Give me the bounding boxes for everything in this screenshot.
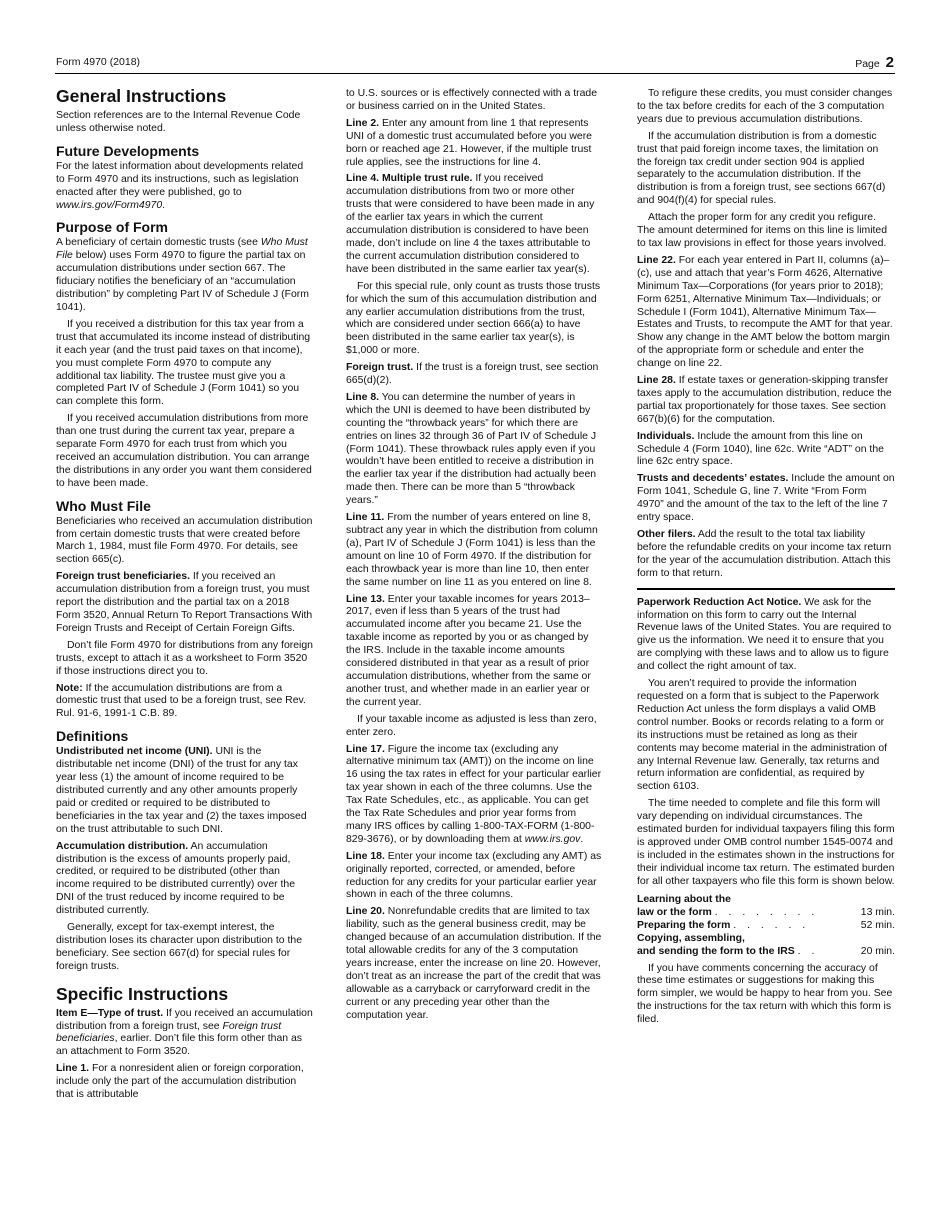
column-3: [637, 88, 895, 1031]
specific-instructions-heading: Specific Instructions: [56, 983, 229, 1004]
paragraph: Line 20. Nonrefundable credits that are limited to tax liability, such as the general business credit, may be changed because of an accumulation distribution. If the total allowable credits for any of the 3 computation years increase, enter the increase on line 20. However, don’t treat as an increase the part of the credit that was allowable as a carryback or carryforward credit in the current or any preceding year other than the computation year.: [346, 906, 602, 1021]
paragraph: Trusts and decedents’ estates. Include the amount on Form 1041, Schedule G, line 7. Write “From Form 4970” and the amount of the tax to the left of the line 7 entry space.: [637, 473, 895, 524]
paragraph: For the latest information about developments related to Form 4970 and its instructions, such as legislation enacted after they were published, go to www.irs.gov/Form4970.: [56, 160, 304, 211]
paragraph: Line 8. You can determine the number of years in which the UNI is deemed to have been distributed by counting the “throwback years” for which there are entries on lines 32 through 36 of Part IV of Schedule J (Form 1041). These throwback rules apply even if you wouldn’t have been entitled to receive a distribution in the earlier tax year if the distribution had actually been made then. There can be more than 5 “throwback years.”: [346, 391, 597, 507]
time-row: and sending the form to the IRS . . 20 min.: [637, 946, 895, 958]
column-2: [346, 88, 602, 1027]
paragraph: Line 17. Figure the income tax (excluding any alternative minimum tax (AMT)) on the income on line 16 using the tax rates in effect for your particular earlier tax year shown in each of the three columns. Use the Tax Rate Schedules, etc., as applicable. You can get the Tax Rate Schedules and prior year forms from many IRS offices by calling 1-800-TAX-FORM (1-800-829-3676), or by downloading them at www.irs.gov.: [346, 743, 602, 845]
paragraph: A beneficiary of certain domestic trusts (see Who Must File below) uses Form 4970 to figure the partial tax on accumulation distributions under section 667. The fiduciary notifies the beneficiary of an “accumulation distribution” by completing Part IV of Schedule J (Form 1041).: [56, 237, 309, 313]
paragraph: Individuals. Include the amount from this line on Schedule 4 (Form 1040), line 62c. Write “ADT” on the line 62c entry space.: [637, 430, 884, 468]
general-instructions-heading: General Instructions: [56, 86, 227, 106]
future-developments-heading: Future Developments: [56, 142, 200, 159]
paragraph: For this special rule, only count as trusts those trusts for which the sum of this accumulation distribution and any earlier accumulation distributions from the trust, which are considered under section 666(a) to have been distributed in the same earlier tax year(s), is $1,000 or more.: [346, 280, 601, 357]
paragraph: Accumulation distribution. An accumulation distribution is the excess of amounts properly paid, credited, or required to be distributed (other than income required to be distributed currently) over the DNI of the trust reduced by income required to be distributed currently.: [56, 840, 296, 917]
page-word: Page: [855, 58, 880, 70]
paragraph: Foreign trust. If the trust is a foreign trust, see section 665(d)(2).: [346, 362, 599, 387]
time-estimates: [637, 893, 895, 959]
paragraph: Undistributed net income (UNI). UNI is the distributable net income (DNI) of the trust for any tax year less (1) the amount of income required to be distributed currently and any other amounts properly paid or credited or required to be distributed to beneficiaries in the tax year and (2) the taxes imposed on the trust attributable to such DNI.: [56, 746, 307, 835]
definitions-heading: Definitions: [56, 728, 129, 745]
paragraph: The time needed to complete and file this form will vary depending on individual circumstances. The estimated burden for individual taxpayers filing this form is approved under OMB control number 1545-0074 and is included in the estimates shown in the instructions for their individual income tax return. The estimated burden for all other taxpayers who file this form is shown below.: [637, 798, 895, 887]
paragraph: Section references are to the Internal Revenue Code unless otherwise noted.: [56, 110, 301, 134]
time-label-line1: Learning about the: [637, 893, 731, 905]
paragraph: Line 22. For each year entered in Part II, columns (a)–(c), use and attach that year’s Form 4626, Alternative Minimum Tax—Corporations (for years prior to 2018); Form 6251, Alternative Minimum Tax—Individuals; or Schedule I (Form 1041), Alternative Minimum Tax—Estates and Trusts, to recompute the AMT for that year. Show any change in the AMT below the bottom margin of the appropriate form or schedule and enter the change on line 22.: [637, 254, 893, 370]
paragraph: Line 18. Enter your income tax (excluding any AMT) as originally reported, corrected, or amended, before reduction for any credits for your particular earlier year shown in each of the three columns.: [346, 850, 602, 901]
who-must-file-heading: Who Must File: [56, 497, 151, 514]
time-label-line1: Copying, assembling,: [637, 933, 745, 945]
paragraph: If you have comments concerning the accuracy of these time estimates or suggestions for making this form simpler, we would be happy to hear from you. See the instructions for the tax return with which this form is filed.: [637, 962, 893, 1026]
paragraph: If you received accumulation distributions from more than one trust during the current tax year, prepare a separate Form 4970 for each trust from which you received an accumulation distribution. You can arrange the distributions in any order you want them considered to have been made.: [56, 413, 312, 489]
paragraph: Other filers. Add the result to the total tax liability before the refundable credits on your income tax return for the year of the accumulation distribution. Attach this form to that return.: [637, 529, 892, 579]
paragraph: If you received a distribution for this tax year from a trust that accumulated its income instead of distributing it each year (and the trust paid taxes on that income), you must complete Form 4970 to compute any additional tax liability. The trustee must give you a completed Part IV of Schedule J (Form 1041) so you can complete this form.: [56, 318, 311, 408]
form-label: Form 4970 (2018): [56, 56, 141, 68]
paragraph: Line 13. Enter your taxable incomes for years 2013–2017, even if less than 5 years of the trust had accumulated income after you became 21. Use the taxable income as reported by you or as changed by the IRS. Include in the taxable income amounts considered distributed in that year as a result of prior accumulation distributions, whether from the same or another trust, and whether made in an earlier year or the current year.: [346, 593, 591, 708]
paragraph: Attach the proper form for any credit you refigure. The amount determined for items on this line is limited to tax law provisions in effect for those years involved.: [637, 212, 888, 249]
section-divider: [637, 588, 895, 590]
paragraph: Note: If the accumulation distributions are from a domestic trust that used to be a foreign trust, see Rev. Rul. 91-6, 1991-1 C.B. 89.: [56, 682, 306, 720]
time-row: law or the form . . . . . . . . 13 min.: [637, 906, 895, 918]
page-indicator: [855, 54, 894, 71]
paragraph: Generally, except for tax-exempt interest, the distribution loses its character upon distribution to the beneficiary. See section 667(d) for special rules for foreign trusts.: [56, 922, 302, 972]
time-row: Preparing the form . . . . . . 52 min.: [637, 919, 895, 931]
page-number: 2: [885, 54, 894, 71]
paragraph: Line 28. If estate taxes or generation-skipping transfer taxes apply to the accumulation distribution, reduce the partial tax proportionately for those taxes. See section 667(b)(6) for the computation.: [637, 375, 892, 425]
paragraph: Paperwork Reduction Act Notice. We ask for the information on this form to carry out the Internal Revenue laws of the United States. You are required to give us the information. We need it to ensure that you are complying with these laws and to allow us to figure and collect the right amount of tax.: [637, 596, 892, 673]
paragraph: You aren’t required to provide the information requested on a form that is subject to the Paperwork Reduction Act unless the form displays a valid OMB control number. Books or records relating to a form or its instructions must be retained as long as their contents may become material in the administration of any Internal Revenue law. Generally, tax returns and return information are confidential, as required by section 6103.: [637, 678, 888, 793]
paragraph: Line 4. Multiple trust rule. If you received accumulation distributions from two or more other trusts that were considered to have been made in any of the earlier tax years in which the current accumulation distribution is considered to have been made, don’t include on line 4 the taxes attributable to the current accumulation distribution considered to have been distributed in the same earlier tax year(s).: [346, 173, 595, 275]
purpose-of-form-heading: Purpose of Form: [56, 219, 169, 236]
paragraph: Don’t file Form 4970 for distributions from any foreign trusts, except to attach it as a worksheet to Form 3520 if those instructions direct you to.: [56, 639, 313, 677]
paragraph: Line 11. From the number of years entered on line 8, subtract any year in which the distribution from column (a), Part IV of Schedule J (Form 1041) is less than the amount on line 10 of Form 4970. If the distribution for each throwback year is more than line 10, then enter the same number on line 11 as you entered on line 8.: [346, 512, 598, 588]
paragraph: Item E—Type of trust. If you received an accumulation distribution from a foreign trust, see Foreign trust beneficiaries, earlier. Don’t file this form other than as an attachment to Form 3520.: [56, 1007, 313, 1058]
irs-link[interactable]: www.irs.gov/Form4970: [56, 199, 163, 211]
header-rule: [55, 73, 895, 74]
paragraph: Beneficiaries who received an accumulation distribution from certain domestic trusts that were created before March 1, 1984, must file Form 4970. For details, see section 665(c).: [56, 515, 313, 566]
paragraph: To refigure these credits, you must consider changes to the tax before credits for each of the 3 computation years due to previous accumulation distributions.: [637, 88, 893, 125]
irs-link[interactable]: www.irs.gov: [524, 833, 581, 845]
column-1: [56, 86, 314, 1106]
paragraph: Foreign trust beneficiaries. If you received an accumulation distribution from a foreign trust, you must report the distribution and the partial tax on a 2018 Form 3520, Annual Return To Report Transactions With Foreign Trusts and Receipt of Certain Foreign Gifts.: [56, 571, 313, 634]
paragraph: If your taxable income as adjusted is less than zero, enter zero.: [346, 713, 597, 738]
paragraph: to U.S. sources or is effectively connected with a trade or business carried on in the United States.: [346, 88, 598, 112]
paragraph: Line 1. For a nonresident alien or foreign corporation, include only the part of the accumulation distribution that is attributable: [56, 1063, 304, 1101]
paragraph: If the accumulation distribution is from a domestic trust that paid foreign income taxes, the limitation on the foreign tax credit under section 904 is applied separately to the accumulation distribution. If the distribution is from a foreign trust, see sections 667(d) and 904(f)(4) for special rules.: [637, 130, 886, 207]
paragraph: Line 2. Enter any amount from line 1 that represents UNI of a domestic trust accumulated before you were born or reached age 21. However, if the multiple trust rule applies, see the instructions for line 4.: [346, 117, 592, 168]
